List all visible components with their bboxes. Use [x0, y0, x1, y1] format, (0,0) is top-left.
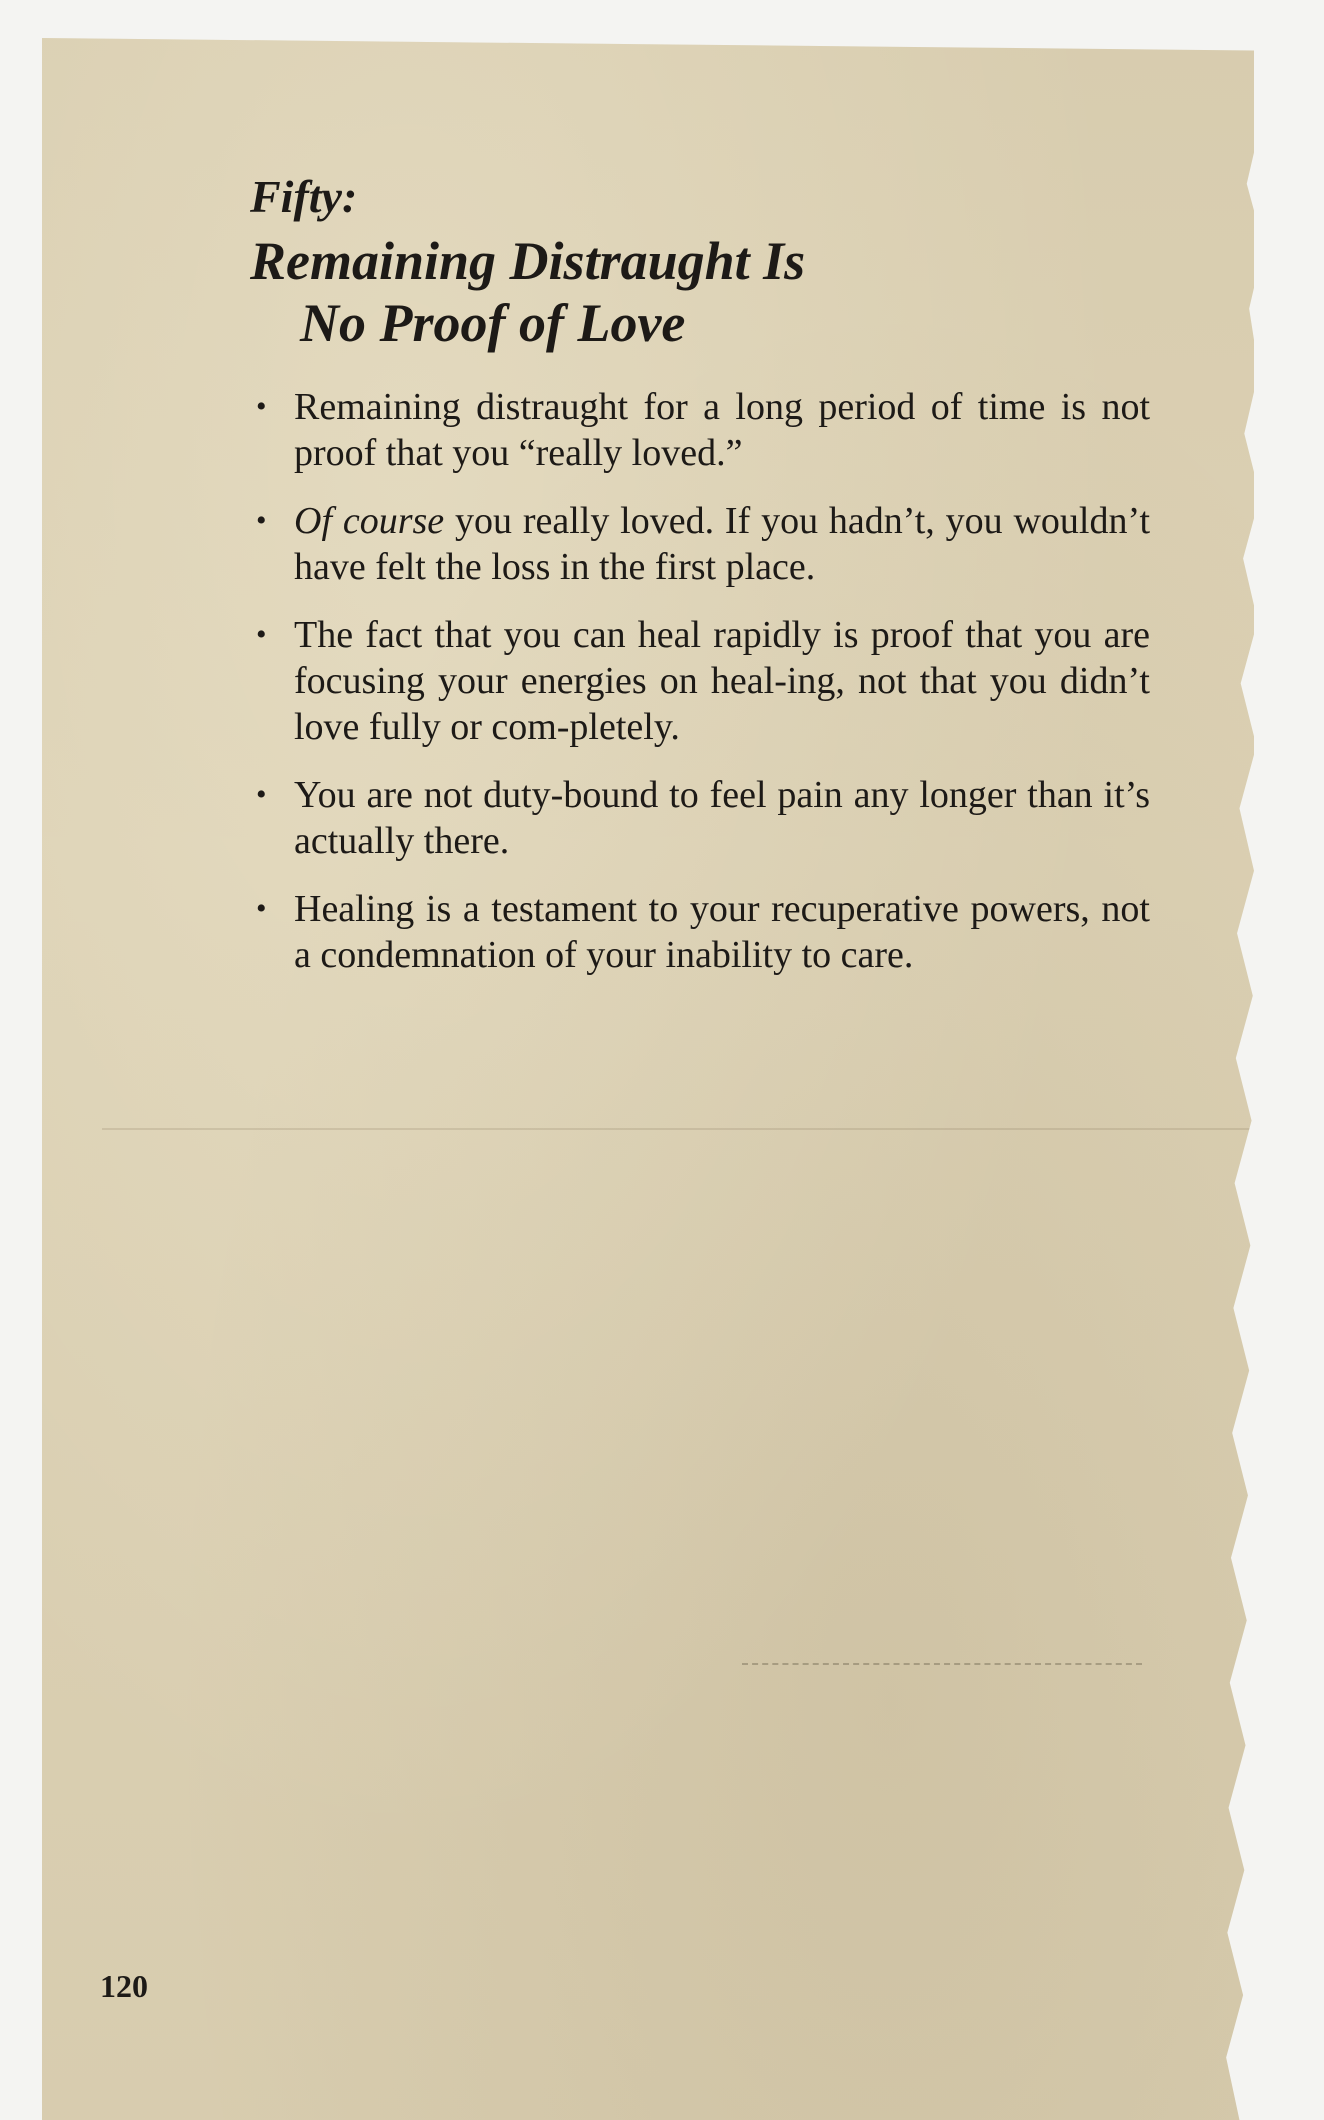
bullet-icon: • — [256, 618, 267, 651]
bullet-icon: • — [256, 390, 267, 423]
dashed-mark — [742, 1663, 1142, 1665]
list-item — [250, 772, 1150, 864]
list-item-text: The fact that you can heal rapidly is proof that you are focusing your energies on heal-ing, not that you didn’t love fully or com-pletely. — [294, 614, 1150, 748]
list-item-text: You are not duty-bound to feel pain any longer than it’s actually there. — [294, 774, 1150, 862]
chapter-title-line-1: Remaining Distraught Is — [250, 231, 806, 291]
list-item — [250, 612, 1150, 750]
list-item — [250, 886, 1150, 978]
list-item-text: Remaining distraught for a long period of time is not proof that you “really loved.” — [294, 386, 1150, 474]
bullet-icon: • — [256, 892, 267, 925]
page-number: 120 — [100, 1968, 148, 2004]
chapter-title-line-2: No Proof of Love — [300, 293, 686, 353]
bullet-icon: • — [256, 504, 267, 537]
list-item — [250, 498, 1150, 590]
list-item-text: you really loved. If you hadn’t, you wouldn’t have felt the loss in the first place. — [294, 500, 1151, 588]
bullet-icon: • — [256, 778, 267, 811]
bullet-list — [250, 384, 1150, 978]
list-item-italic-lead: Of course — [294, 500, 445, 542]
list-item — [250, 384, 1150, 476]
list-item-text: Healing is a testament to your recuperative powers, not a condemnation of your inability to care. — [294, 888, 1150, 976]
fold-crease — [102, 1128, 1262, 1130]
chapter-number-label: Fifty: — [250, 171, 358, 222]
page-content — [250, 170, 1150, 1000]
chapter-title — [250, 230, 1150, 354]
